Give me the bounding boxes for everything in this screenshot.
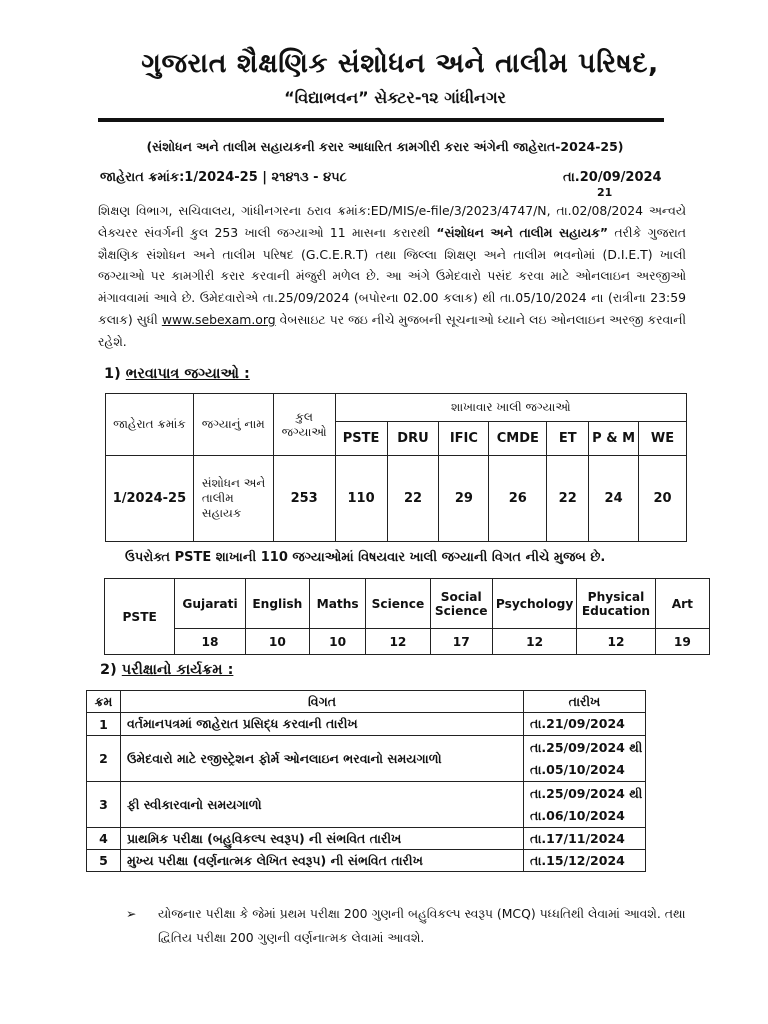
subject-count: 12 (366, 629, 430, 655)
header-branch: IFIC (439, 422, 489, 456)
schedule-no: 4 (87, 828, 121, 850)
schedule-date (524, 736, 646, 782)
row-total: 253 (273, 456, 335, 542)
vacancy-table (105, 393, 687, 542)
schedule-no: 5 (87, 850, 121, 872)
schedule-detail: ફી સ્વીકારવાનો સમયગાળો (120, 782, 523, 828)
schedule-header-detail: વિગત (120, 691, 523, 713)
schedule-detail: વર્તમાનપત્રમાં જાહેરાત પ્રસિદ્ધ કરવાની તારીખ (120, 713, 523, 736)
header-post-name: જગ્યાનું નામ (193, 394, 273, 456)
website-link[interactable]: www.sebexam.org (161, 311, 276, 327)
schedule-detail: મુખ્ય પરીક્ષા (વર્ણનાત્મક લેખિત સ્વરૂપ) ની સંભવિત તારીખ (120, 850, 523, 872)
subject-name: Gujarati (175, 579, 245, 629)
schedule-no: 2 (87, 736, 121, 782)
section-1-number: 1) (104, 366, 121, 382)
header-total: કુલ જગ્યાઓ (273, 394, 335, 456)
advertisement-handwritten-day: 21 (597, 186, 613, 199)
schedule-header-date: તારીખ (524, 691, 646, 713)
subject-name: English (245, 579, 309, 629)
schedule-date-line: તા.06/10/2024 (530, 807, 625, 823)
advertisement-date: તા.20/09/2024 (563, 170, 662, 185)
section-1-title: ભરવાપાત્ર જગ્યાઓ : (125, 366, 250, 382)
schedule-date-line: તા.25/09/2024 થી (530, 785, 643, 801)
table-row (87, 828, 646, 850)
row-branch-count: 26 (489, 456, 547, 542)
row-branch-count: 24 (589, 456, 639, 542)
intro-text-1: શિક્ષણ વિભાગ, સચિવાલય, ગાંધીનગરના ઠરાવ ક્રમાંક:ED/MIS/e-file/3/2023/4747/N, તા.02/08/2024 અન્વયે લેક્ચરર સંવર્ગની કુલ 253 ખાલી જગ્યાઓ 11 માસના કરારથી (98, 203, 686, 240)
section-2-title: પરીક્ષાનો કાર્યક્રમ : (121, 662, 234, 678)
table-row (87, 736, 646, 782)
subject-name: Maths (310, 579, 366, 629)
schedule-date-line: તા.17/11/2024 (530, 830, 625, 846)
schedule-date-line: તા.15/12/2024 (530, 852, 625, 868)
subject-count: 17 (430, 629, 492, 655)
subject-table-label: PSTE (105, 579, 175, 655)
advertisement-number: જાહેરાત ક્રમાંક:1/2024-25 | ૨૧૪૧૩ - ૪૫૮ (100, 170, 347, 185)
row-branch-count: 22 (387, 456, 439, 542)
schedule-date-line: તા.25/09/2024 થી (530, 739, 643, 755)
header-adv-no: જાહેરાત ક્રમાંક (106, 394, 194, 456)
row-branch-count: 110 (335, 456, 387, 542)
row-post-name: સંશોધન અને તાલીમ સહાયક (193, 456, 273, 542)
intro-post-name: “સંશોધન અને તાલીમ સહાયક” (436, 224, 609, 240)
subject-name: Science (366, 579, 430, 629)
schedule-table (86, 690, 646, 872)
subject-count: 19 (655, 629, 709, 655)
table-row (106, 456, 687, 542)
header-divider (98, 118, 664, 122)
schedule-date-line: તા.05/10/2024 (530, 761, 625, 777)
row-branch-count: 20 (639, 456, 687, 542)
subject-name: Social Science (430, 579, 492, 629)
row-branch-count: 22 (547, 456, 589, 542)
schedule-no: 1 (87, 713, 121, 736)
header-branch: WE (639, 422, 687, 456)
schedule-date (524, 713, 646, 736)
schedule-date (524, 850, 646, 872)
table-row (87, 782, 646, 828)
table-row (87, 850, 646, 872)
intro-text-3: વેબસાઇટ પર જઇ નીચે મુજબની સૂચનાઓ ધ્યાને લઇ ઓનલાઇન અરજી કરવાની રહેશે. (98, 311, 686, 349)
header-branch: ET (547, 422, 589, 456)
subject-count: 18 (175, 629, 245, 655)
subject-count: 10 (310, 629, 366, 655)
section-2-number: 2) (100, 662, 117, 678)
organization-title: ગુજરાત શૈક્ષણિક સંશોધન અને તાલીમ પરિષદ, (141, 48, 659, 79)
subject-count: 12 (577, 629, 655, 655)
schedule-no: 3 (87, 782, 121, 828)
header-branch: P & M (589, 422, 639, 456)
intro-text-2: તરીકે ગુજરાત શૈક્ષણિક સંશોધન અને તાલીમ પરિષદ (G.C.E.R.T) તથા જિલ્લા શિક્ષણ અને તાલીમ ભવનોમાં (D.I.E.T) ખાલી જગ્યાઓ પર કામગીરી કરાર કરવાની મંજુરી મળેલ છે. આ અંગે ઉમેદવારો પસંદ કરવા માટે ઓનલાઇન અરજીઓ મંગાવવામાં આવે છે. ઉમેદવારોએ તા.25/09/2024 (બપોરના 02.00 કલાક) થી તા.05/10/2024 ના (રાત્રીના 23:59 કલાક) સુધી (98, 224, 686, 327)
table-row (87, 713, 646, 736)
row-branch-count: 29 (439, 456, 489, 542)
header-branch-group: શાખાવાર ખાલી જગ્યાઓ (335, 394, 686, 422)
header-branch: CMDE (489, 422, 547, 456)
bullet-arrow-icon: ➢ (126, 906, 137, 921)
schedule-date-line: તા.21/09/2024 (530, 716, 625, 731)
header-branch: DRU (387, 422, 439, 456)
schedule-detail: પ્રાથમિક પરીક્ષા (બહુવિકલ્પ સ્વરૂપ) ની સંભવિત તારીખ (120, 828, 523, 850)
pste-note: ઉપરોક્ત PSTE શાખાની 110 જગ્યાઓમાં વિષયવાર ખાલી જગ્યાની વિગત નીચે મુજબ છે. (125, 550, 606, 565)
header-branch: PSTE (335, 422, 387, 456)
subject-name: Art (655, 579, 709, 629)
subject-name: Physical Education (577, 579, 655, 629)
section-1-heading (104, 366, 250, 382)
intro-paragraph (98, 200, 686, 353)
exam-pattern-text: યોજનાર પરીક્ષા કે જેમાં પ્રથમ પરીક્ષા 200 ગુણની બહુવિકલ્પ સ્વરૂપ (MCQ) પધ્ધતિથી લેવામાં આવશે. તથા દ્વિતિય પરીક્ષા 200 ગુણની વર્ણનાત્મક લેવામાં આવશે. (158, 906, 686, 945)
subject-count: 10 (245, 629, 309, 655)
schedule-date (524, 782, 646, 828)
organization-address: “વિદ્યાભવન” સેક્ટર-૧૨ ગાંધીનગર (284, 88, 506, 107)
schedule-detail: ઉમેદવારો માટે રજીસ્ટ્રેશન ફોર્મ ઓનલાઇન ભરવાનો સમયગાળો (120, 736, 523, 782)
subject-count: 12 (492, 629, 576, 655)
subject-name: Psychology (492, 579, 576, 629)
section-2-heading (100, 662, 233, 678)
row-adv-no: 1/2024-25 (106, 456, 194, 542)
advertisement-title: (સંશોધન અને તાલીમ સહાયકની કરાર આધારિત કામગીરી કરાર અંગેની જાહેરાત-2024-25) (146, 139, 624, 154)
schedule-date (524, 828, 646, 850)
schedule-header-no: ક્રમ (87, 691, 121, 713)
subject-table (104, 578, 710, 655)
